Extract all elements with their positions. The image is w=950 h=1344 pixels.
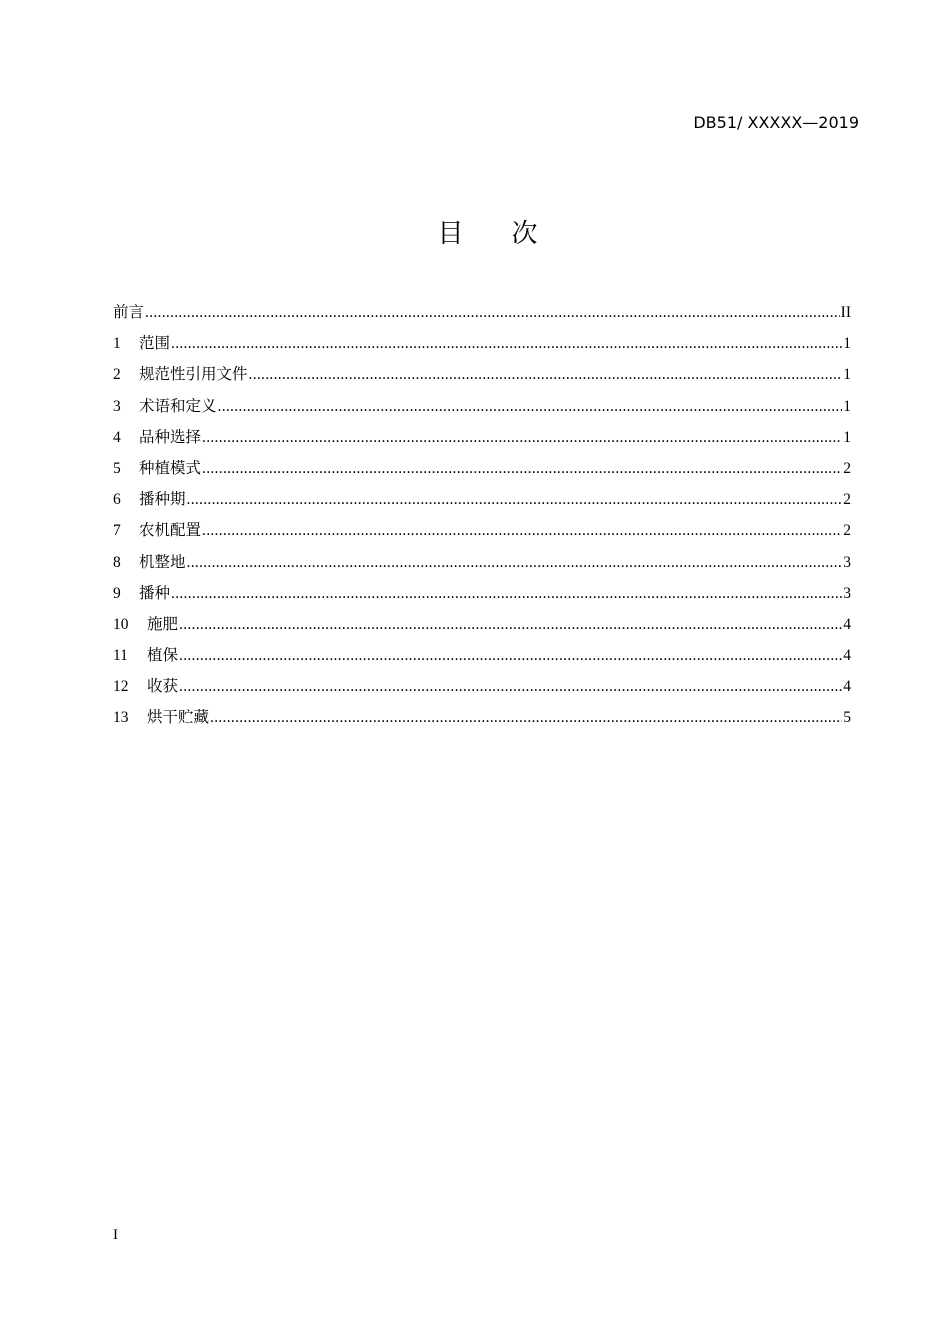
toc-entry-page: 1	[843, 366, 851, 384]
dot-leader	[249, 366, 843, 384]
dot-leader	[171, 335, 842, 353]
toc-entry[interactable]	[113, 705, 851, 736]
toc-entry-label: 机整地	[139, 553, 186, 571]
toc-entry[interactable]	[113, 487, 851, 518]
title-char: 目	[437, 219, 464, 249]
toc-entry-page: 1	[843, 428, 851, 446]
toc-entry-label: 施肥	[147, 615, 179, 633]
toc-entry-page: 1	[843, 335, 851, 353]
toc-entry-label: 播种	[139, 584, 171, 602]
toc-entry[interactable]	[113, 518, 851, 549]
table-of-contents	[113, 300, 851, 737]
toc-entry-number: 4	[113, 428, 121, 446]
toc-entry[interactable]	[113, 550, 851, 581]
toc-entry-number: 9	[113, 584, 121, 602]
toc-entry-label: 前言	[113, 304, 145, 321]
toc-entry-page: 4	[843, 678, 851, 696]
title-char: 次	[511, 219, 538, 249]
toc-entry-number: 11	[113, 647, 128, 665]
toc-entry-page: II	[840, 304, 851, 321]
dot-leader	[179, 678, 842, 696]
toc-entry-page: 5	[843, 709, 851, 727]
dot-leader	[210, 709, 842, 727]
toc-entry[interactable]	[113, 612, 851, 643]
toc-entry-number: 7	[113, 522, 121, 540]
toc-entry-label: 播种期	[139, 491, 186, 509]
dot-leader	[202, 429, 842, 447]
toc-entry-number: 1	[113, 335, 121, 353]
toc-entry-label: 烘干贮藏	[147, 709, 210, 727]
toc-entry-number: 13	[113, 709, 129, 727]
dot-leader	[218, 398, 843, 416]
toc-entry-number: 6	[113, 491, 121, 509]
toc-entry-number: 12	[113, 678, 129, 696]
dot-leader	[179, 647, 842, 665]
toc-entry-label: 植保	[147, 647, 179, 665]
page-number: I	[113, 1227, 118, 1243]
document-number: DB51/ XXXXX—2019	[693, 113, 859, 132]
dot-leader	[145, 304, 840, 322]
toc-entry-label: 种植模式	[139, 459, 202, 477]
toc-entry-page: 1	[843, 397, 851, 415]
toc-entry-number: 10	[113, 615, 129, 633]
toc-entry[interactable]	[113, 394, 851, 425]
dot-leader	[187, 554, 843, 572]
toc-entry[interactable]	[113, 456, 851, 487]
toc-entry[interactable]	[113, 674, 851, 705]
toc-entry-page: 4	[843, 615, 851, 633]
toc-entry[interactable]	[113, 643, 851, 674]
toc-entry[interactable]	[113, 425, 851, 456]
dot-leader	[171, 585, 842, 603]
toc-entry-label: 品种选择	[139, 428, 202, 446]
dot-leader	[202, 522, 842, 540]
toc-entry-label: 范围	[139, 335, 171, 353]
toc-entry-page: 2	[843, 459, 851, 477]
toc-entry-number: 2	[113, 366, 121, 384]
toc-entry-label: 农机配置	[139, 522, 202, 540]
toc-entry-label: 术语和定义	[139, 397, 217, 415]
toc-entry-number: 5	[113, 459, 121, 477]
toc-entry[interactable]	[113, 331, 851, 362]
toc-entry[interactable]	[113, 581, 851, 612]
toc-entry-page: 3	[843, 584, 851, 602]
dot-leader	[179, 616, 842, 634]
dot-leader	[187, 491, 843, 509]
toc-entry-label: 收获	[147, 678, 179, 696]
toc-entry[interactable]	[113, 300, 851, 331]
toc-entry-page: 4	[843, 647, 851, 665]
dot-leader	[202, 460, 842, 478]
toc-entry[interactable]	[113, 362, 851, 393]
toc-entry-page: 2	[843, 491, 851, 509]
toc-entry-label: 规范性引用文件	[139, 366, 248, 384]
page-title	[0, 213, 950, 250]
toc-entry-number: 3	[113, 397, 121, 415]
toc-entry-number: 8	[113, 553, 121, 571]
toc-entry-page: 2	[843, 522, 851, 540]
toc-entry-page: 3	[843, 553, 851, 571]
